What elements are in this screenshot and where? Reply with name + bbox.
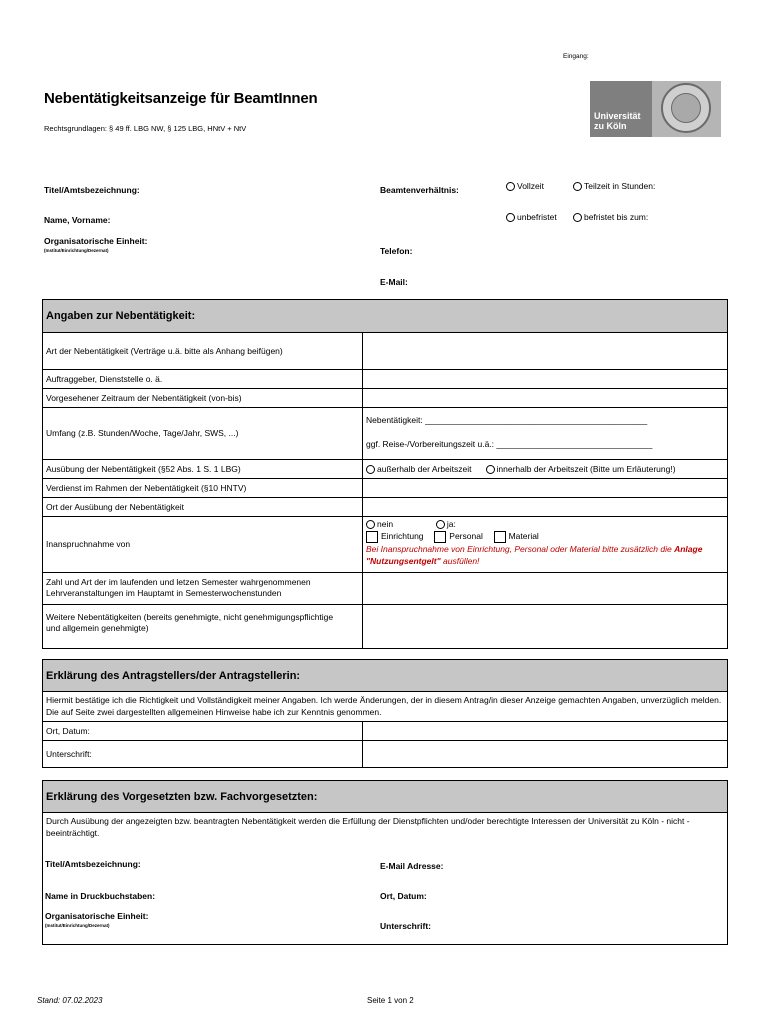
- section2-heading: Erklärung des Antragstellers/der Antragstellerin:: [43, 660, 727, 692]
- verdienst-label: Verdienst im Rahmen der Nebentätigkeit (§10 HNTV): [43, 479, 363, 497]
- material-label: Material: [508, 531, 539, 541]
- ja-label: ja:: [446, 519, 456, 529]
- umfang-field[interactable]: [363, 408, 727, 459]
- zeitraum-field[interactable]: [363, 389, 727, 407]
- s3-unterschrift-label: Unterschrift:: [380, 921, 432, 931]
- section-nebentaetigkeit: [42, 299, 728, 649]
- section-vorgesetzter: [42, 780, 728, 945]
- unbefristet-option[interactable]: unbefristet: [506, 212, 557, 222]
- auftraggeber-field[interactable]: [363, 370, 727, 388]
- seal-icon: [652, 81, 721, 137]
- nein-radio[interactable]: [366, 520, 375, 529]
- org-sub-label: (Institut/Einrichtung/Dezernat): [44, 248, 109, 253]
- ort-label: Ort der Ausübung der Nebentätigkeit: [43, 498, 363, 516]
- ausuebung-field: [363, 460, 727, 478]
- s3-titel-label: Titel/Amtsbezeichnung:: [45, 859, 141, 869]
- table-row: [43, 573, 727, 605]
- einrichtung-checkbox[interactable]: [366, 531, 378, 543]
- s3-email-label: E-Mail Adresse:: [380, 861, 444, 871]
- page-title: Nebentätigkeitsanzeige für BeamtInnen: [44, 90, 318, 107]
- section3-text: Durch Ausübung der angezeigten bzw. beantragten Nebentätigkeit werden die Erfüllung der Dienstpflichten und/oder berechtigte Interessen der Universität zu Köln - nicht - beeinträchtigt.: [46, 816, 690, 838]
- email-label: E-Mail:: [380, 277, 408, 287]
- zeitraum-label: Vorgesehener Zeitraum der Nebentätigkeit (von-bis): [43, 389, 363, 407]
- inanspruch-field: [363, 517, 727, 572]
- umfang-label: Umfang (z.B. Stunden/Woche, Tage/Jahr, SWS, ...): [43, 408, 363, 459]
- note-text1: Bei Inanspruchnahme von Einrichtung, Personal oder Material bitte zusätzlich die: [366, 543, 672, 554]
- rechtsgrundlagen: Rechtsgrundlagen: § 49 ff. LBG NW, § 125 LBG, HNtV + NtV: [44, 124, 247, 133]
- section-antragsteller: [42, 659, 728, 768]
- table-row: [43, 605, 727, 648]
- teilzeit-radio[interactable]: [573, 182, 582, 191]
- table-row: [43, 517, 727, 573]
- s3-name-label: Name in Druckbuchstaben:: [45, 891, 156, 901]
- ausserhalb-radio[interactable]: [366, 465, 375, 474]
- innerhalb-radio[interactable]: [486, 465, 495, 474]
- logo-line2: zu Köln: [594, 121, 627, 131]
- name-label: Name, Vorname:: [44, 215, 111, 225]
- s2-unterschrift-label: Unterschrift:: [43, 741, 363, 767]
- personal-label: Personal: [449, 531, 483, 541]
- umfang-reise: ggf. Reise-/Vorbereitungszeit u.ä.: _________________________________: [366, 439, 653, 449]
- section2-text: Hiermit bestätige ich die Richtigkeit und Vollständigkeit meiner Angaben. Ich werde Änderungen, der in diesem Antrag/in dieser Anzeige gemachten Angaben, unverzüglich melden. Die auf Seite zwei dargestellten allgemeinen Hinweise habe ich zur Kenntnis genommen.: [43, 692, 727, 722]
- s3-ort-label: Ort, Datum:: [380, 891, 427, 901]
- befristet-radio[interactable]: [573, 213, 582, 222]
- note-nutzung: "Nutzungsentgelt": [366, 555, 441, 566]
- s3-org-label: Organisatorische Einheit:: [45, 911, 149, 921]
- note-text2: ausfüllen!: [443, 555, 480, 566]
- section3-heading: Erklärung des Vorgesetzten bzw. Fachvorgesetzten:: [43, 781, 727, 813]
- section1-heading: Angaben zur Nebentätigkeit:: [43, 300, 727, 333]
- ort-field[interactable]: [363, 498, 727, 516]
- table-row: [43, 408, 727, 460]
- note-anlage: Anlage: [674, 543, 703, 554]
- s2-ort-field[interactable]: [363, 722, 727, 740]
- org-label: Organisatorische Einheit:: [44, 236, 148, 246]
- einrichtung-label: Einrichtung: [381, 531, 424, 541]
- eingang-label: Eingang:: [563, 53, 589, 60]
- stand-label: Stand: 07.02.2023: [37, 996, 103, 1005]
- s3-org-sub-label: (Institut/Einrichtung/Dezernat): [45, 923, 110, 928]
- table-row: [43, 370, 727, 389]
- befristet-option[interactable]: befristet bis zum:: [573, 212, 648, 222]
- table-row: [43, 460, 727, 479]
- ja-radio[interactable]: [436, 520, 445, 529]
- university-logo: [590, 81, 721, 137]
- titel-label: Titel/Amtsbezeichnung:: [44, 185, 140, 195]
- auftraggeber-label: Auftraggeber, Dienststelle o. ä.: [43, 370, 363, 388]
- telefon-label: Telefon:: [380, 246, 413, 256]
- verdienst-field[interactable]: [363, 479, 727, 497]
- material-checkbox[interactable]: [494, 531, 506, 543]
- table-row: [43, 333, 727, 370]
- unbefristet-radio[interactable]: [506, 213, 515, 222]
- page-number: Seite 1 von 2: [367, 996, 414, 1005]
- table-row: [43, 741, 727, 767]
- table-row: [43, 498, 727, 517]
- umfang-neben: Nebentätigkeit: _______________________________________________: [366, 415, 648, 425]
- vollzeit-radio[interactable]: [506, 182, 515, 191]
- s2-ort-label: Ort, Datum:: [43, 722, 363, 740]
- ausuebung-label: Ausübung der Nebentätigkeit (§52 Abs. 1 S. 1 LBG): [43, 460, 363, 478]
- weitere-label: Weitere Nebentätigkeiten (bereits genehmigte, nicht genehmigungspflichtige und allgemein genehmigte): [43, 605, 363, 648]
- vollzeit-option[interactable]: Vollzeit: [506, 181, 544, 191]
- weitere-field[interactable]: [363, 605, 727, 648]
- ausserhalb-label: außerhalb der Arbeitszeit: [377, 463, 472, 474]
- personal-checkbox[interactable]: [434, 531, 446, 543]
- logo-line1: Universität: [594, 111, 641, 121]
- art-field[interactable]: [363, 333, 727, 369]
- nein-label: nein: [377, 519, 394, 529]
- teilzeit-option[interactable]: Teilzeit in Stunden:: [573, 181, 655, 191]
- table-row: [43, 722, 727, 741]
- s2-unterschrift-field[interactable]: [363, 741, 727, 767]
- art-label: Art der Nebentätigkeit (Verträge u.ä. bitte als Anhang beifügen): [43, 333, 363, 369]
- table-row: [43, 479, 727, 498]
- beamten-label: Beamtenverhältnis:: [380, 185, 459, 195]
- zahl-field[interactable]: [363, 573, 727, 604]
- zahl-label: Zahl und Art der im laufenden und letzen Semester wahrgenommenen Lehrveranstaltungen im Hauptamt in Semesterwochenstunden: [43, 573, 363, 604]
- innerhalb-label: innerhalb der Arbeitszeit (Bitte um Erläuterung!): [496, 463, 676, 474]
- inanspruch-label: Inanspruchnahme von: [43, 517, 363, 572]
- table-row: [43, 389, 727, 408]
